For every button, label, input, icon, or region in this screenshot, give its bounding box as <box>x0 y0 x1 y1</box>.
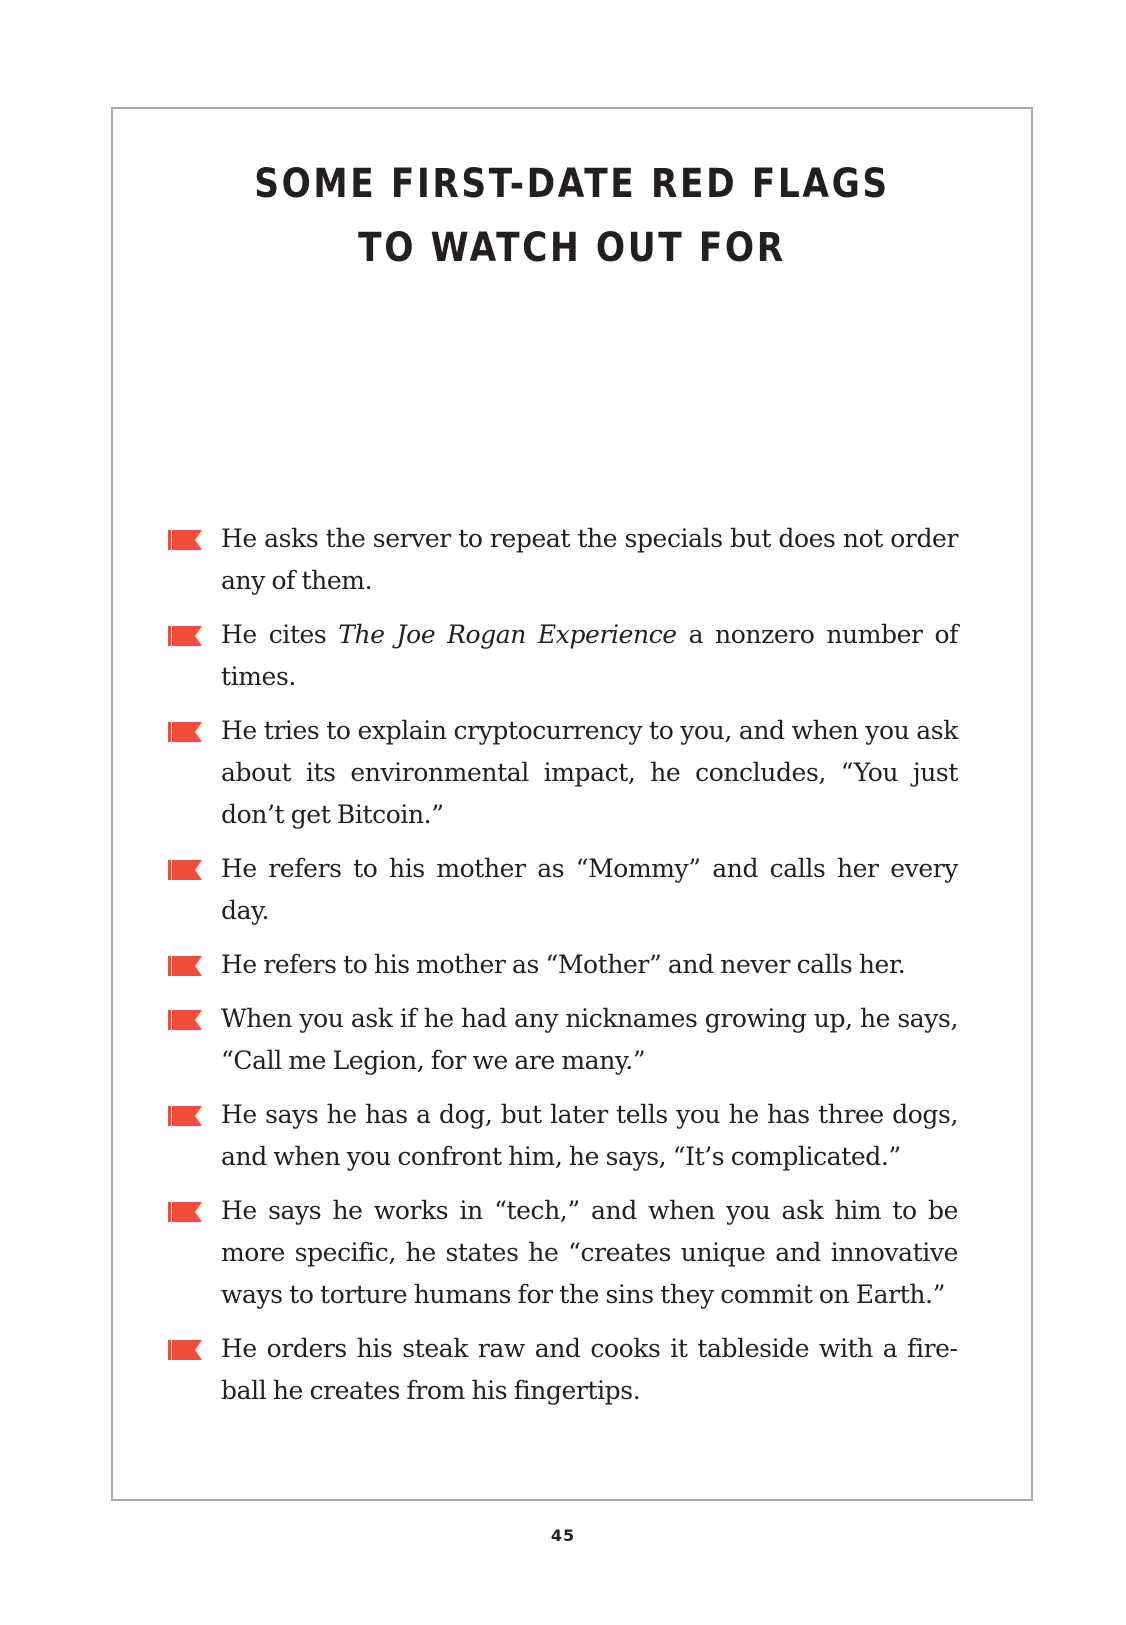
red-flag-icon <box>168 956 202 976</box>
page-title <box>176 152 969 280</box>
list-item-text: He orders his steak raw and cooks it tableside with a fireball he creates from his fingertips. <box>221 1334 958 1405</box>
title-line-2: TO WATCH OUT FOR <box>358 225 786 271</box>
red-flag-icon <box>168 1340 202 1360</box>
list-item <box>168 1094 958 1178</box>
list-item <box>168 998 958 1082</box>
list-item <box>168 944 958 986</box>
list-item-text: He refers to his mother as “Mommy” and calls her every day. <box>221 854 958 925</box>
list-item <box>168 710 958 836</box>
title-line-1: SOME FIRST-DATE RED FLAGS <box>254 161 890 207</box>
red-flag-icon <box>168 860 202 880</box>
list-item-text: He cites The Joe Rogan Experience a nonzero number of times. <box>221 620 958 691</box>
list-item-text: He tries to explain cryptocurrency to you, and when you ask about its environmental impact, he concludes, “You just don’t get Bitcoin.” <box>221 716 958 829</box>
list-item <box>168 518 958 602</box>
red-flag-icon <box>168 626 202 646</box>
list-item-text: He says he has a dog, but later tells you he has three dogs, and when you confront him, he says, “It’s complicated.” <box>221 1100 958 1171</box>
list-item <box>168 848 958 932</box>
red-flag-icon <box>168 1202 202 1222</box>
list-item <box>168 614 958 698</box>
red-flag-icon <box>168 530 202 550</box>
red-flag-icon <box>168 1106 202 1126</box>
list-item <box>168 1190 958 1316</box>
list-item-text: He says he works in “tech,” and when you ask him to be more specific, he states he “creates unique and innovative ways to torture humans for the sins they commit on Earth.” <box>221 1196 958 1309</box>
red-flags-list <box>168 518 958 1424</box>
red-flag-icon <box>168 722 202 742</box>
red-flag-icon <box>168 1010 202 1030</box>
list-item-text: When you ask if he had any nicknames growing up, he says, “Call me Legion, for we are many.” <box>221 1004 958 1075</box>
list-item-text: He asks the server to repeat the specials but does not order any of them. <box>221 524 958 595</box>
page-number: 45 <box>550 1526 576 1545</box>
list-item <box>168 1328 958 1412</box>
list-item-text: He refers to his mother as “Mother” and never calls her. <box>221 950 906 979</box>
